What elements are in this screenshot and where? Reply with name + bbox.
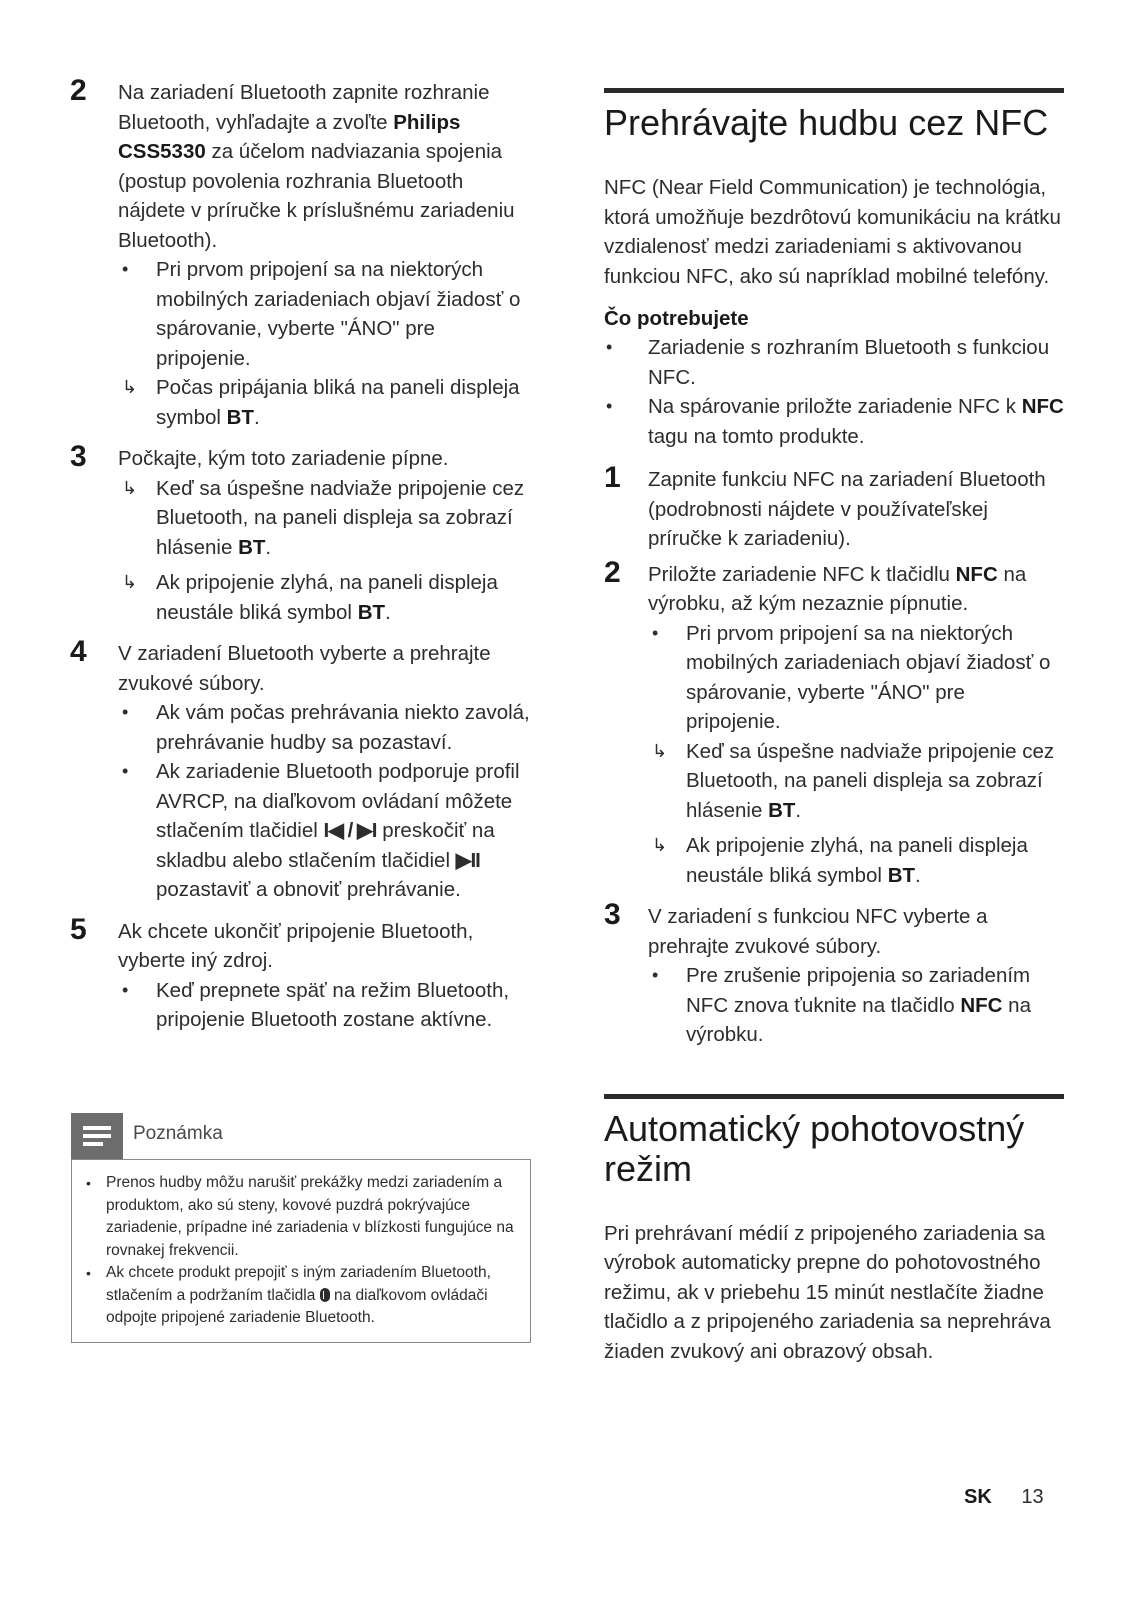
display-symbol: BT <box>357 600 386 624</box>
step-text <box>648 560 1064 619</box>
result-text: Počas pripájania bliká na paneli displeja symbol <box>156 376 520 429</box>
result-item <box>648 737 1064 826</box>
result-arrow-icon: ↳ <box>652 740 668 761</box>
step-number: 2 <box>70 74 87 107</box>
standby-text: Pri prehrávaní médií z pripojeného zariadenia sa výrobok automaticky prepne do pohotovostného režimu, ak v priebehu 15 minút nestlačíte žiadne tlačidlo a z pripojeného zariadenia sa neprehráva žiaden zvukový ani obrazový obsah. <box>604 1221 1051 1363</box>
step-text-part: Priložte zariadenie NFC k tlačidlu <box>648 562 956 586</box>
bullet-icon: • <box>606 396 613 416</box>
nfc-step-3 <box>604 898 1064 1050</box>
step-number: 1 <box>604 461 621 494</box>
section-rule <box>604 1094 1064 1099</box>
bullet-text: Pri prvom pripojení sa na niektorých mobilných zariadeniach objaví žiadosť o spárovanie, vyberte "ÁNO" pre pripojenie. <box>156 258 521 370</box>
play-pause-icon: ▶II <box>455 848 480 872</box>
needs-heading: Čo potrebujete <box>604 307 749 330</box>
result-arrow-icon: ↳ <box>122 377 138 397</box>
note-icon <box>71 1113 123 1159</box>
step-text: Ak chcete ukončiť pripojenie Bluetooth, vyberte iný zdroj. <box>118 919 474 972</box>
result-arrow-icon: ↳ <box>652 835 668 855</box>
bullet-item <box>648 961 1064 1050</box>
left-column <box>70 74 530 1035</box>
result-arrow-icon: ↳ <box>122 572 138 592</box>
display-symbol: BT <box>226 405 254 429</box>
result-arrow-icon: ↳ <box>122 477 138 498</box>
bullet-item <box>648 619 1064 737</box>
right-column <box>604 88 1064 1366</box>
note-text: na diaľkovom ovládači odpojte pripojené zariadenie Bluetooth. <box>106 1286 488 1326</box>
bullet-text: Pre zrušenie pripojenia so zariadením NFC znova ťuknite na tlačidlo <box>686 964 1031 1017</box>
result-text: . <box>795 798 802 822</box>
step-2 <box>70 74 530 432</box>
nfc-label: NFC <box>955 562 998 586</box>
bullet-icon: • <box>122 259 129 279</box>
bullet-text: Ak vám počas prehrávania niekto zavolá, prehrávanie hudby sa pozastaví. <box>156 701 530 754</box>
nfc-step-2 <box>604 555 1064 891</box>
step-3 <box>70 440 530 627</box>
bullet-icon: • <box>86 1175 91 1191</box>
display-symbol: BT <box>887 863 916 887</box>
step-5 <box>70 912 530 1035</box>
step-text: V zariadení Bluetooth vyberte a prehrajte zvukové súbory. <box>118 642 491 695</box>
bullet-item <box>118 757 530 905</box>
bullet-text: pozastaviť a obnoviť prehrávanie. <box>156 878 461 901</box>
bullet-item <box>118 698 530 757</box>
note-item <box>84 1262 518 1330</box>
result-text: Ak pripojenie zlyhá, na paneli displeja neustále bliká symbol <box>686 834 1028 887</box>
result-text: Keď sa úspešne nadviaže pripojenie cez Bluetooth, na paneli displeja sa zobrazí hlásenie <box>686 739 1055 822</box>
step-text: Zapnite funkciu NFC na zariadení Bluetooth (podrobnosti nájdete v používateľskej príručke k zariadeniu). <box>648 468 1046 550</box>
result-text: . <box>265 535 272 559</box>
result-text: . <box>915 863 921 887</box>
nfc-label: NFC <box>1021 395 1064 418</box>
step-text-part: Na zariadení Bluetooth zapnite rozhranie Bluetooth, vyhľadajte a zvoľte <box>118 81 490 134</box>
step-number: 2 <box>604 555 621 589</box>
step-text <box>118 78 530 255</box>
bullet-text: Pri prvom pripojení sa na niektorých mobilných zariadeniach objaví žiadosť o spárovanie, vyberte "ÁNO" pre pripojenie. <box>686 621 1051 733</box>
step-text: V zariadení s funkciou NFC vyberte a prehrajte zvukové súbory. <box>648 905 988 958</box>
step-4 <box>70 635 530 905</box>
result-text: Keď sa úspešne nadviaže pripojenie cez Bluetooth, na paneli displeja sa zobrazí hlásenie <box>156 476 525 559</box>
bullet-text: Ak zariadenie Bluetooth podporuje profil AVRCP, na diaľkovom ovládaní môžete stlačením tlačidiel <box>156 760 520 842</box>
page-number: 13 <box>1021 1486 1044 1508</box>
result-item <box>118 568 530 627</box>
bullet-item <box>118 976 530 1035</box>
nfc-step-1 <box>604 461 1064 554</box>
prev-next-icon: I◀ / ▶I <box>323 819 377 842</box>
step-number: 3 <box>70 440 87 473</box>
result-text: . <box>253 405 260 429</box>
result-item <box>648 831 1064 890</box>
need-text: tagu na tomto produkte. <box>648 424 865 448</box>
bullet-icon: • <box>122 761 129 781</box>
result-item <box>118 373 530 432</box>
section-heading: Automatický pohotovostný režim <box>604 1107 1025 1189</box>
bluetooth-icon <box>320 1288 330 1302</box>
note-box <box>71 1113 531 1343</box>
note-text: Ak chcete produkt prepojiť s iným zariadením Bluetooth, stlačením a podržaním tlačidla <box>106 1264 491 1304</box>
bullet-icon: • <box>606 337 613 357</box>
page-footer <box>964 1486 1044 1509</box>
step-text-part: za účelom nadviazania spojenia (postup povolenia rozhrania Bluetooth nájdete v príručke k príslušnému zariadeniu Bluetooth). <box>118 140 515 252</box>
need-text: Zariadenie s rozhraním Bluetooth s funkciou NFC. <box>648 336 1050 389</box>
language-code: SK <box>964 1486 992 1508</box>
display-symbol: BT <box>238 535 266 559</box>
note-content <box>71 1159 531 1343</box>
bullet-icon: • <box>652 965 659 985</box>
bullet-text: na výrobku. <box>686 993 1031 1046</box>
note-item <box>84 1172 518 1262</box>
step-text-part: na výrobku, až kým nezaznie pípnutie. <box>648 562 1027 615</box>
bullet-text: preskočiť na skladbu alebo stlačením tlačidiel <box>156 819 495 872</box>
note-title: Poznámka <box>133 1123 223 1144</box>
step-number: 3 <box>604 898 621 931</box>
step-number: 5 <box>70 912 87 946</box>
result-text: . <box>385 600 391 624</box>
bullet-icon: • <box>652 622 659 643</box>
bullet-item <box>118 255 530 373</box>
result-text: Ak pripojenie zlyhá, na paneli displeja neustále bliká symbol <box>156 571 498 624</box>
need-text: Na spárovanie priložte zariadenie NFC k <box>648 395 1022 418</box>
result-item <box>118 474 530 563</box>
section-rule <box>604 88 1064 93</box>
step-text: Počkajte, kým toto zariadenie pípne. <box>118 447 449 470</box>
bullet-icon: • <box>122 979 129 1000</box>
need-item <box>604 392 1064 451</box>
step-number: 4 <box>70 635 87 668</box>
bullet-text: Keď prepnete späť na režim Bluetooth, pripojenie Bluetooth zostane aktívne. <box>156 978 510 1031</box>
product-name: Philips CSS5330 <box>118 110 461 163</box>
need-item <box>604 333 1064 392</box>
section-heading: Prehrávajte hudbu cez NFC <box>604 102 1049 143</box>
nfc-intro: NFC (Near Field Communication) je technológia, ktorá umožňuje bezdrôtovú komunikáciu na krátku vzdialenosť medzi zariadeniami s aktivovanou funkciou NFC, ako sú napríklad mobilné telefóny. <box>604 176 1061 288</box>
note-text: Prenos hudby môžu narušiť prekážky medzi zariadením a produktom, ako sú steny, kovové puzdrá pokrývajúce zariadenie, prípadne iné zariadenia v blízkosti fungujúce na rovnakej frekvencii. <box>106 1174 514 1259</box>
note-header <box>71 1113 531 1159</box>
bullet-icon: • <box>122 702 129 722</box>
bullet-icon: • <box>86 1265 91 1281</box>
nfc-label: NFC <box>960 993 1003 1017</box>
display-symbol: BT <box>768 798 796 822</box>
